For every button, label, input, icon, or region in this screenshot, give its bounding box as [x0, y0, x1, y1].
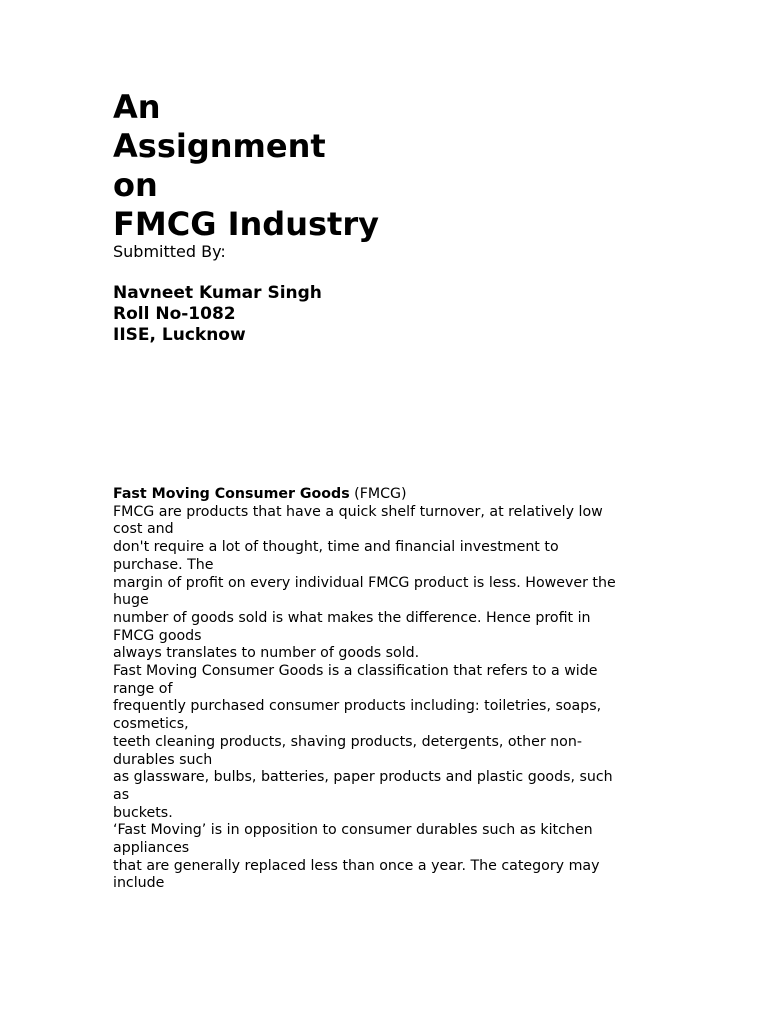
body-line: always translates to number of goods sold.	[113, 645, 420, 662]
title-line: on	[113, 166, 158, 204]
body-line: range of	[113, 680, 173, 697]
body-line: teeth cleaning products, shaving products, detergents, other non-	[113, 733, 582, 750]
title-line: An	[113, 88, 161, 126]
body-line: cosmetics,	[113, 716, 189, 733]
body-line: as	[113, 786, 130, 803]
body-line: as glassware, bulbs, batteries, paper products and plastic goods, such	[113, 769, 613, 786]
body-line: durables such	[113, 751, 213, 768]
body-line: Fast Moving Consumer Goods is a classification that refers to a wide	[113, 663, 598, 680]
body-line: cost and	[113, 521, 174, 538]
body-line: FMCG goods	[113, 627, 202, 644]
body-line: huge	[113, 592, 149, 609]
document-title	[113, 88, 379, 244]
section-heading-bold: Fast Moving Consumer Goods	[113, 486, 350, 502]
section-heading	[113, 486, 673, 504]
body-line: margin of profit on every individual FMCG product is less. However the	[113, 574, 616, 591]
body-line: ‘Fast Moving’ is in opposition to consumer durables such as kitchen	[113, 822, 593, 839]
body-line: that are generally replaced less than once a year. The category may	[113, 857, 600, 874]
roll-number: Roll No-1082	[113, 304, 236, 324]
body-line: include	[113, 875, 165, 892]
section-heading-rest: (FMCG)	[349, 486, 407, 502]
submitted-by-label: Submitted By:	[113, 242, 226, 261]
author-name: Navneet Kumar Singh	[113, 283, 322, 303]
body-line: purchase. The	[113, 556, 214, 573]
body-line: don't require a lot of thought, time and financial investment to	[113, 539, 559, 556]
section-body	[113, 486, 673, 893]
title-line: FMCG Industry	[113, 205, 379, 243]
body-line: number of goods sold is what makes the difference. Hence profit in	[113, 609, 591, 626]
body-line: FMCG are products that have a quick shelf turnover, at relatively low	[113, 503, 603, 520]
body-line: appliances	[113, 840, 190, 857]
body-line: buckets.	[113, 804, 173, 821]
institute: IISE, Lucknow	[113, 325, 246, 345]
title-line: Assignment	[113, 127, 326, 165]
body-line: frequently purchased consumer products including: toiletries, soaps,	[113, 698, 602, 715]
author-block	[113, 283, 322, 346]
